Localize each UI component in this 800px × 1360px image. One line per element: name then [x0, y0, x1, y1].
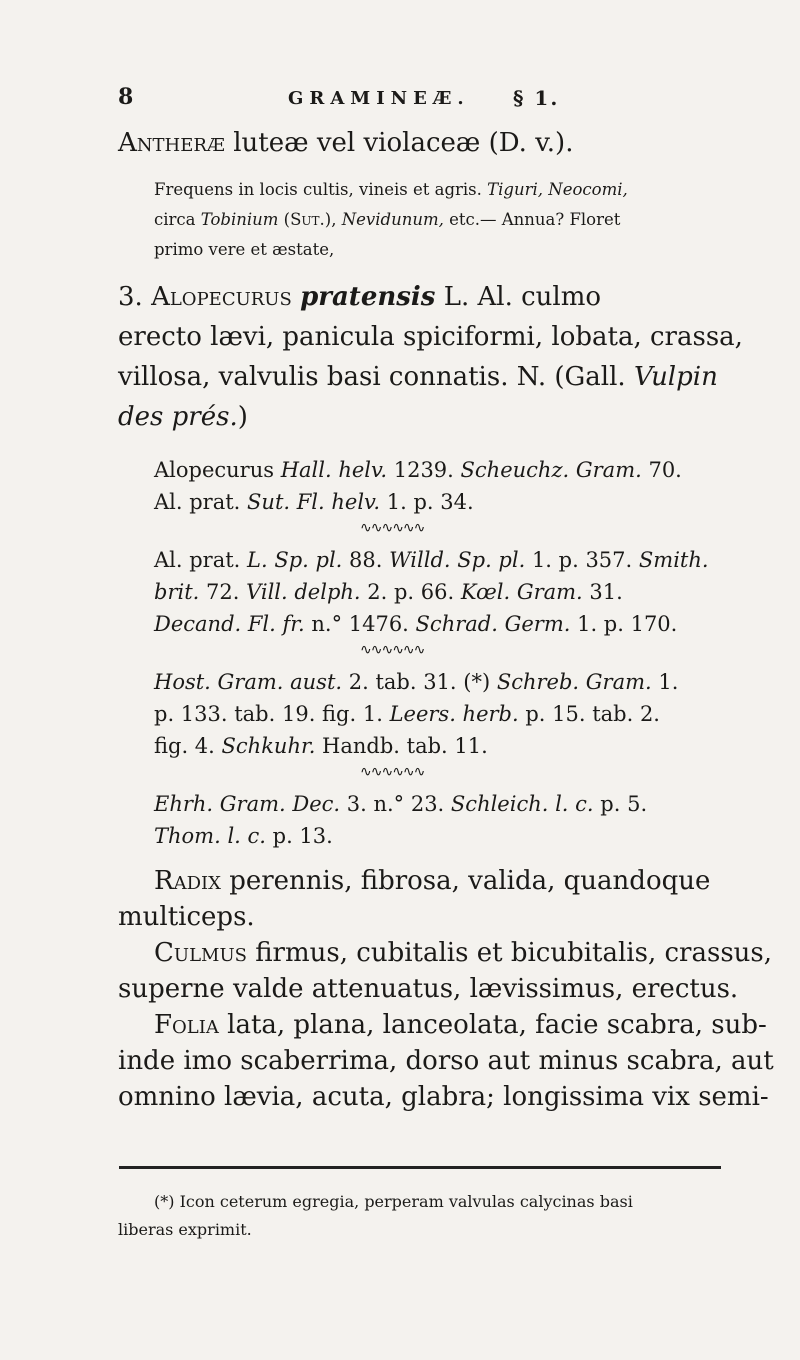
separator-1: ∿∿∿∿∿∿ — [360, 520, 425, 536]
habitat-line-3: primo vere et æstate, — [154, 240, 335, 259]
radix-line-2: multiceps. — [118, 902, 255, 932]
citation-run: p. 15. tab. 2. — [518, 702, 660, 726]
folia-line-3: omnino lævia, acuta, glabra; longissima vix semi- — [118, 1082, 769, 1112]
citation-run: Scheuchz. Gram. — [460, 458, 642, 482]
citation-run: Host. Gram. aust. — [154, 670, 343, 694]
citation-run: 70. — [641, 458, 682, 482]
citation-run: 72. — [199, 580, 247, 604]
species-epithet: pratensis — [300, 282, 436, 312]
species-number: 3. — [118, 282, 143, 312]
radix-line-1: Radix perennis, fibrosa, valida, quandoque — [154, 866, 711, 896]
citation-run: Sut. Fl. helv. — [247, 490, 381, 514]
page-number: 8 — [118, 84, 135, 110]
folia-line-2: inde imo scaberrima, dorso aut minus scabra, aut — [118, 1046, 774, 1076]
citation-run: Decand. Fl. fr. — [154, 612, 305, 636]
synonym-block-4-line-2 — [154, 824, 333, 848]
citation-run: Al. prat. — [154, 548, 248, 572]
citation-run: Ehrh. Gram. Dec. — [154, 792, 341, 816]
citation-run: Leers. herb. — [389, 702, 519, 726]
citation-run: Thom. l. c. — [154, 824, 266, 848]
citation-run: 1. p. 357. — [525, 548, 639, 572]
citation-run: p. 13. — [265, 824, 333, 848]
citation-run: Al. prat. — [154, 490, 248, 514]
separator-3: ∿∿∿∿∿∿ — [360, 764, 425, 780]
synonym-block-3-line-3 — [154, 734, 488, 758]
species-diagnosis-line-4: des prés.) — [118, 402, 248, 432]
citation-run: p. 5. — [593, 792, 648, 816]
synonym-block-3-line-1 — [154, 670, 678, 694]
citation-run: fig. 4. — [154, 734, 222, 758]
citation-run: Schkuhr. — [221, 734, 316, 758]
synonym-block-2-line-2 — [154, 580, 623, 604]
citation-run: Hall. helv. — [280, 458, 388, 482]
habitat-line-2: circa Tobinium (Sut.), Nevidunum, etc.— Annua? Floret — [154, 210, 621, 229]
citation-run: 31. — [582, 580, 623, 604]
citation-run: Alopecurus — [154, 458, 281, 482]
citation-run: p. 133. tab. 19. fig. 1. — [154, 702, 390, 726]
culmus-line-1: Culmus firmus, cubitalis et bicubitalis, crassus, — [154, 938, 773, 968]
synonym-block-1-line-1 — [154, 458, 682, 482]
citation-run: 2. tab. 31. (*) — [342, 670, 497, 694]
citation-run: Vill. delph. — [246, 580, 361, 604]
citation-run: n.° 1476. — [304, 612, 416, 636]
citation-run: 1. p. 34. — [380, 490, 474, 514]
citation-run: 1239. — [387, 458, 461, 482]
antherae-label: Antheræ — [118, 128, 225, 158]
citation-run: Schrad. Germ. — [415, 612, 571, 636]
culmus-line-2: superne valde attenuatus, lævissimus, erectus. — [118, 974, 739, 1004]
synonym-block-4-line-1 — [154, 792, 647, 816]
folia-line-1: Folia lata, plana, lanceolata, facie scabra, sub- — [154, 1010, 767, 1040]
antherae-paragraph — [118, 128, 573, 158]
antherae-text: luteæ vel violaceæ (D. v.). — [233, 128, 574, 158]
section-mark: § 1. — [513, 86, 560, 110]
citation-run: Handb. tab. 11. — [315, 734, 488, 758]
citation-run: Kœl. Gram. — [460, 580, 583, 604]
species-authority: L. Al. culmo — [443, 282, 602, 312]
citation-run: Schreb. Gram. — [496, 670, 652, 694]
citation-run: 88. — [342, 548, 390, 572]
synonym-block-2-line-1 — [154, 548, 709, 572]
citation-run: brit. — [154, 580, 200, 604]
citation-run: Smith. — [638, 548, 709, 572]
synonym-block-2-line-3 — [154, 612, 677, 636]
footnote-rule — [119, 1166, 721, 1169]
species-diagnosis-line-3: villosa, valvulis basi connatis. N. (Gall. Vulpin — [118, 362, 718, 392]
citation-run: 1. — [651, 670, 679, 694]
citation-run: Willd. Sp. pl. — [389, 548, 526, 572]
species-heading — [118, 282, 601, 312]
species-genus: Alopecurus — [151, 282, 292, 312]
footnote-line-1: (*) Icon ceterum egregia, perperam valvulas calycinas basi — [154, 1192, 633, 1211]
citation-run: 2. p. 66. — [360, 580, 461, 604]
citation-run: L. Sp. pl. — [247, 548, 343, 572]
species-diagnosis-line-2: erecto lævi, panicula spiciformi, lobata, crassa, — [118, 322, 743, 352]
citation-run: Schleich. l. c. — [450, 792, 594, 816]
separator-2: ∿∿∿∿∿∿ — [360, 642, 425, 658]
habitat-line-1: Frequens in locis cultis, vineis et agris. Tiguri, Neocomi, — [154, 180, 628, 199]
citation-run: 1. p. 170. — [570, 612, 678, 636]
footnote-line-2: liberas exprimit. — [118, 1220, 252, 1239]
running-title: GRAMINEÆ. — [288, 88, 470, 109]
synonym-block-1-line-2 — [154, 490, 474, 514]
citation-run: 3. n.° 23. — [340, 792, 451, 816]
synonym-block-3-line-2 — [154, 702, 660, 726]
